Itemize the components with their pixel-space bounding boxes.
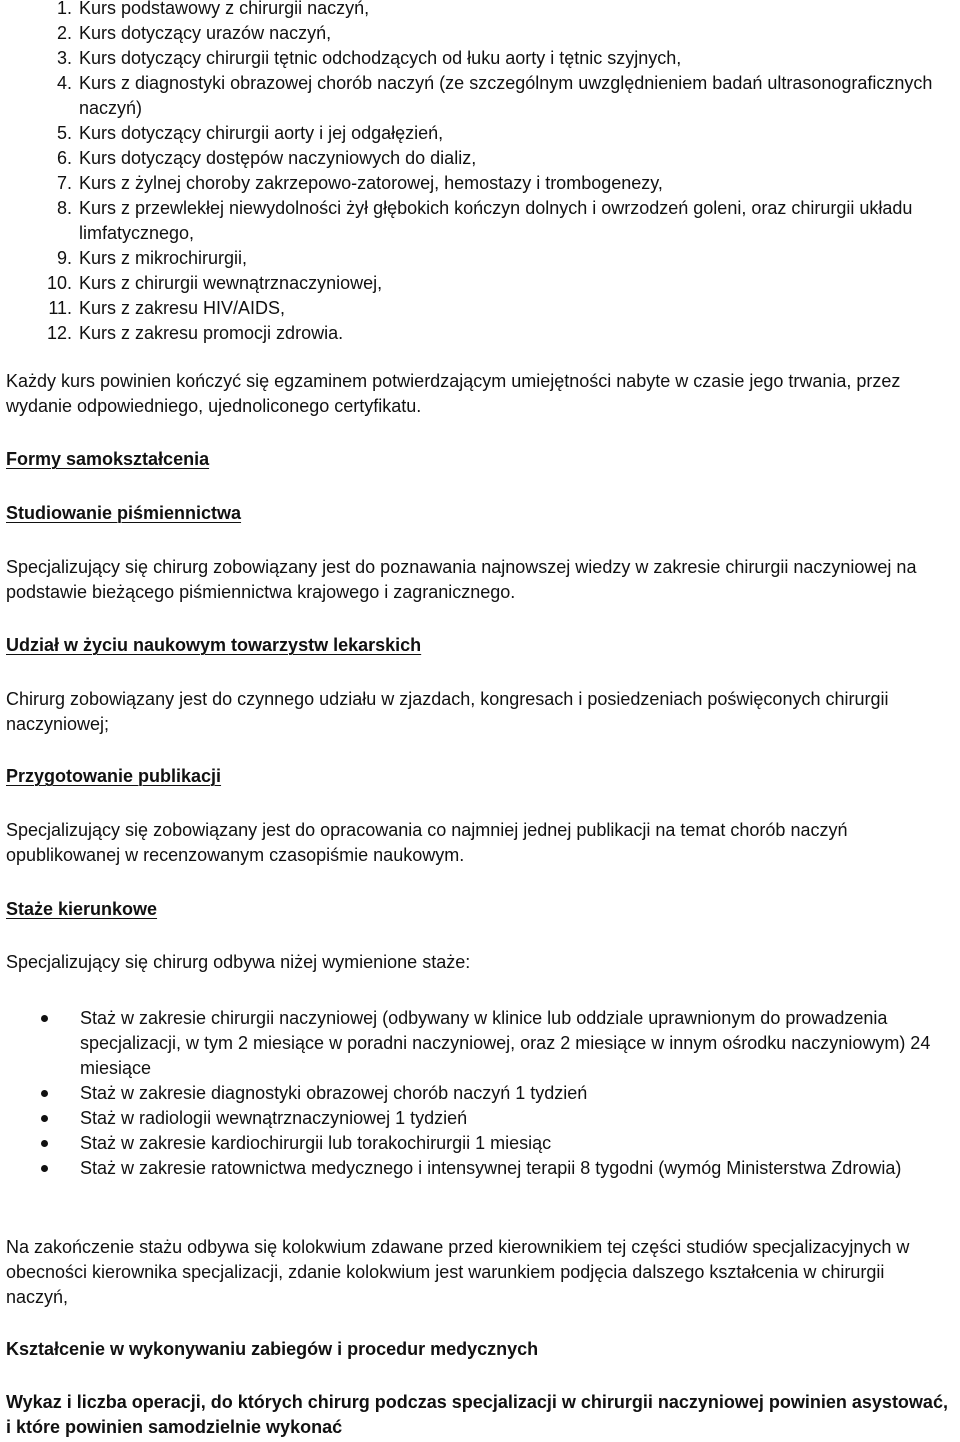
bullet-icon xyxy=(41,1015,48,1022)
list-item-text: Staż w radiologii wewnątrznaczyniowej 1 tydzień xyxy=(80,1108,468,1128)
subheading-publication: Przygotowanie publikacji xyxy=(6,766,222,786)
section-heading-internships: Staże kierunkowe xyxy=(6,899,158,919)
list-item xyxy=(6,1131,950,1156)
publication-paragraph: Specjalizujący się zobowiązany jest do opracowania co najmniej jednej publikacji na temat chorób naczyń opublikowanej w recenzowanym czasopiśmie naukowym. xyxy=(6,820,848,865)
list-item xyxy=(6,296,946,321)
list-item xyxy=(6,121,946,146)
list-item xyxy=(6,246,946,271)
list-item-text: Kurs z mikrochirurgii, xyxy=(79,248,248,268)
list-item-number: 3. xyxy=(56,48,72,68)
subheading-literature: Studiowanie piśmiennictwa xyxy=(6,503,242,523)
list-item-text: Kurs z chirurgii wewnątrznaczyniowej, xyxy=(79,273,383,293)
list-item xyxy=(6,0,946,21)
list-item-number: 1. xyxy=(56,0,72,18)
list-item-number: 4. xyxy=(56,73,72,93)
societies-paragraph: Chirurg zobowiązany jest do czynnego udziału w zjazdach, kongresach i posiedzeniach poświęconych chirurgii naczyniowej; xyxy=(6,689,889,734)
bullet-icon xyxy=(41,1165,48,1172)
list-item-number: 8. xyxy=(56,198,72,218)
section-heading-self-education: Formy samokształcenia xyxy=(6,449,210,469)
list-item-text: Staż w zakresie ratownictwa medycznego i intensywnej terapii 8 tygodni (wymóg Ministerstwa Zdrowia) xyxy=(80,1158,902,1178)
bullet-icon xyxy=(41,1090,48,1097)
list-item-number: 11. xyxy=(48,298,72,318)
section-heading-procedures: Kształcenie w wykonywaniu zabiegów i procedur medycznych xyxy=(6,1339,539,1359)
list-item xyxy=(6,71,946,121)
exam-paragraph: Każdy kurs powinien kończyć się egzaminem potwierdzającym umiejętności nabyte w czasie jego trwania, przez wydanie odpowiedniego, ujednoliconego certyfikatu. xyxy=(6,371,901,416)
course-list xyxy=(6,0,946,346)
subheading-scientific-societies: Udział w życiu naukowym towarzystw lekarskich xyxy=(6,635,422,655)
procedures-list-heading: Wykaz i liczba operacji, do których chirurg podczas specjalizacji w chirurgii naczyniowej powinien asystować, i które powinien samodzielnie wykonać xyxy=(6,1392,948,1437)
list-item xyxy=(6,1006,950,1081)
list-item-text: Kurs z żylnej choroby zakrzepowo-zatorowej, hemostazy i trombogenezy, xyxy=(79,173,663,193)
list-item-text: Kurs dotyczący dostępów naczyniowych do dializ, xyxy=(79,148,477,168)
list-item xyxy=(6,1156,950,1181)
list-item-text: Kurs z diagnostyki obrazowej chorób naczyń (ze szczególnym uwzględnieniem badań ultrasonograficznych naczyń) xyxy=(79,73,933,118)
internships-intro: Specjalizujący się chirurg odbywa niżej wymienione staże: xyxy=(6,952,471,972)
list-item-text: Kurs z zakresu HIV/AIDS, xyxy=(79,298,286,318)
list-item-text: Staż w zakresie diagnostyki obrazowej chorób naczyń 1 tydzień xyxy=(80,1083,588,1103)
list-item-text: Kurs dotyczący chirurgii aorty i jej odgałęzień, xyxy=(79,123,444,143)
list-item xyxy=(6,146,946,171)
list-item-text: Staż w zakresie chirurgii naczyniowej (odbywany w klinice lub oddziale uprawnionym do prowadzenia specjalizacji, w tym 2 miesiące w poradni naczyniowej, oraz 2 miesiące w innym ośrodku naczyniowym) 24 miesiące xyxy=(80,1008,931,1078)
list-item-number: 9. xyxy=(56,248,72,268)
list-item-number: 7. xyxy=(56,173,72,193)
list-item-number: 10. xyxy=(46,273,72,293)
list-item-number: 6. xyxy=(56,148,72,168)
list-item xyxy=(6,21,946,46)
list-item xyxy=(6,321,946,346)
list-item-text: Staż w zakresie kardiochirurgii lub torakochirurgii 1 miesiąc xyxy=(80,1133,552,1153)
list-item xyxy=(6,271,946,296)
list-item xyxy=(6,1106,950,1131)
list-item-number: 5. xyxy=(56,123,72,143)
list-item xyxy=(6,46,946,71)
bullet-icon xyxy=(41,1140,48,1147)
list-item-text: Kurs dotyczący urazów naczyń, xyxy=(79,23,332,43)
bullet-icon xyxy=(41,1115,48,1122)
list-item-text: Kurs dotyczący chirurgii tętnic odchodzących od łuku aorty i tętnic szyjnych, xyxy=(79,48,682,68)
list-item-text: Kurs z przewlekłej niewydolności żył głębokich kończyn dolnych i owrzodzeń goleni, oraz chirurgii układu limfatycznego, xyxy=(79,198,913,243)
list-item-text: Kurs z zakresu promocji zdrowia. xyxy=(79,323,344,343)
literature-paragraph: Specjalizujący się chirurg zobowiązany jest do poznawania najnowszej wiedzy w zakresie chirurgii naczyniowej na podstawie bieżącego piśmiennictwa krajowego i zagranicznego. xyxy=(6,557,917,602)
list-item xyxy=(6,1081,950,1106)
list-item-text: Kurs podstawowy z chirurgii naczyń, xyxy=(79,0,370,18)
list-item xyxy=(6,171,946,196)
colloquium-paragraph: Na zakończenie stażu odbywa się kolokwium zdawane przed kierownikiem tej części studiów specjalizacyjnych w obecności kierownika specjalizacji, zdanie kolokwium jest warunkiem podjęcia dalszego kształcenia w chirurgii naczyń, xyxy=(6,1237,910,1307)
list-item-number: 12. xyxy=(46,323,72,343)
internship-list xyxy=(6,1006,950,1181)
list-item-number: 2. xyxy=(56,23,72,43)
list-item xyxy=(6,196,946,246)
